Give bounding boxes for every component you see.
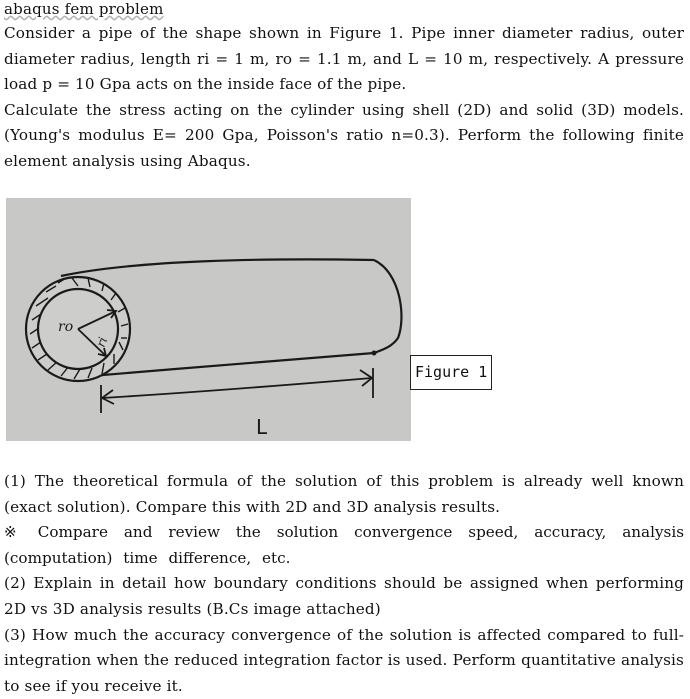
intro-paragraph-2: Calculate the stress acting on the cylinder using shell (2D) and solid (3D) models. (Young's modulus E= 200 Gpa, Poisson's ratio n=0.3). Perform the following finite element analysis using Abaqus. xyxy=(4,100,684,170)
intro-paragraph-1: Consider a pipe of the shape shown in Figure 1. Pipe inner diameter radius, outer diameter radius, length ri = 1 m, ro = 1.1 m, and L = 10 m, respectively. A pressure load p = 10 Gpa acts on the inside face of the pipe. xyxy=(4,24,684,93)
question-3: (3) How much the accuracy convergence of the solution is affected compared to full-integration when the reduced integration factor is used. Perform quantitative analysis to see if you receive it. xyxy=(4,625,684,695)
length-label: L xyxy=(256,415,268,439)
document-title: abaqus fem problem xyxy=(4,0,164,18)
ri-label: ri xyxy=(93,335,111,350)
ro-label: ro xyxy=(58,319,74,335)
question-2: (2) Explain in detail how boundary conditions should be assigned when performing 2D vs 3D analysis results (B.Cs image attached) xyxy=(4,574,684,618)
figure-caption: Figure 1 xyxy=(410,355,492,390)
question-1-note: ※ Compare and review the solution convergence speed, accuracy, analysis (computation) time difference, etc. xyxy=(4,523,684,567)
pipe-sketch xyxy=(6,198,411,441)
question-list xyxy=(4,469,684,699)
figure-1-image xyxy=(6,198,411,441)
question-1: (1) The theoretical formula of the solution of this problem is already well known (exact solution). Compare this with 2D and 3D analysis results. xyxy=(4,472,684,516)
document xyxy=(4,0,684,174)
